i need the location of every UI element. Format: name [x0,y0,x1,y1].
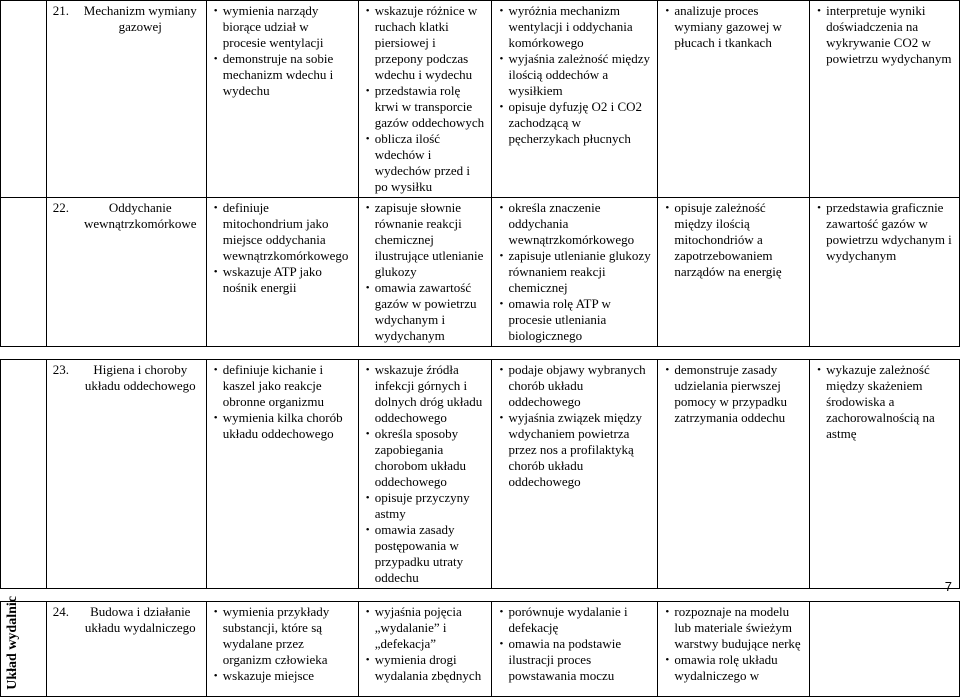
requirement-item: • rozpoznaje na modelu lub materiale świeżym warstwy budujące nerkę [674,604,803,652]
requirement-item: • wskazuje źródła infekcji górnych i dolnych dróg układu oddechowego [375,362,486,426]
topic-cell [46,198,206,347]
lesson-number: 24. [52,604,70,619]
lesson-topic: Budowa i działanie układu wydalniczego [84,604,196,635]
requirements-cell [658,360,810,589]
requirements-list [498,200,651,344]
requirements-cell [810,360,960,589]
requirements-cell [358,1,492,198]
row-spacer [1,347,960,360]
requirements-cell [810,198,960,347]
spacer-cell [1,589,960,602]
lesson-topic: Mechanizm wymiany gazowej [83,3,197,34]
spacer-cell [1,347,960,360]
requirement-item: • wymienia drogi wydalania zbędnych [375,652,486,684]
requirements-list [664,362,803,426]
page-number: 7 [944,579,952,594]
requirements-list [498,3,651,147]
requirements-cell [492,198,658,347]
lesson-number: 22. [52,200,70,215]
requirement-item: • określa znaczenie oddychania wewnątrzkomórkowego [508,200,651,248]
requirements-list [365,604,486,684]
requirements-list [816,200,953,264]
requirement-item: • opisuje dyfuzję O2 i CO2 zachodzącą w pęcherzykach płucnych [508,99,651,147]
requirement-item: • podaje objawy wybranych chorób układu oddechowego [508,362,651,410]
requirements-list [213,3,352,99]
requirement-item: • przedstawia graficznie zawartość gazów w powietrzu wdychanym i wydychanym [826,200,953,264]
requirement-item: • omawia na podstawie ilustracji proces powstawania moczu [508,636,651,684]
requirement-item: • wskazuje różnice w ruchach klatki piersiowej i przepony podczas wdechu i wydechu [375,3,486,83]
requirement-item: • wyjaśnia pojęcia „wydalanie” i „defekacja” [375,604,486,652]
requirement-item: • omawia rolę układu wydalniczego w [674,652,803,684]
requirements-list [816,362,953,442]
requirements-list [213,200,352,296]
requirement-item: • omawia zawartość gazów w powietrzu wdychanym i wydychanym [375,280,486,344]
topic-cell [46,1,206,198]
requirements-cell [810,602,960,697]
side-cell [1,1,47,198]
side-cell [1,198,47,347]
requirement-item: • wyjaśnia związek między wdychaniem powietrza przez nos a profilaktyką chorób układu oddechowego [508,410,651,490]
requirements-list [213,604,352,684]
topic-cell [46,360,206,589]
requirement-item: • wskazuje ATP jako nośnik energii [223,264,352,296]
requirement-item: • porównuje wydalanie i defekację [508,604,651,636]
requirement-item: • określa sposoby zapobiegania chorobom układu oddechowego [375,426,486,490]
requirement-item: • wykazuje zależność między skażeniem środowiska a zachorowalnością na astmę [826,362,953,442]
requirements-cell [358,602,492,697]
requirement-item: • wymienia kilka chorób układu oddechowego [223,410,352,442]
requirements-cell [492,360,658,589]
topic [53,362,200,394]
requirements-list [498,362,651,490]
table-row [1,360,960,589]
requirement-item: • interpretuje wyniki doświadczenia na wykrywanie CO2 w powietrzu wydychanym [826,3,953,67]
requirements-cell [810,1,960,198]
requirement-item: • definiuje kichanie i kaszel jako reakcje obronne organizmu [223,362,352,410]
table-row [1,198,960,347]
topic [53,604,200,636]
requirements-list [213,362,352,442]
requirements-list [365,200,486,344]
requirements-list [365,3,486,195]
requirements-cell [206,198,358,347]
requirements-list [664,3,803,51]
requirements-list [664,604,803,684]
requirements-list [816,3,953,67]
requirement-item: • definiuje mitochondrium jako miejsce oddychania wewnątrzkomórkowego [223,200,352,264]
topic [53,200,200,232]
requirements-cell [206,602,358,697]
lesson-number: 21. [52,3,70,18]
requirement-item: • demonstruje zasady udzielania pierwszej pomocy w przypadku zatrzymania oddechu [674,362,803,426]
requirements-cell [492,1,658,198]
requirement-item: • wyjaśnia zależność między ilością oddechów a wysiłkiem [508,51,651,99]
requirements-cell [206,1,358,198]
requirement-item: • demonstruje na sobie mechanizm wdechu i wydechu [223,51,352,99]
requirements-list [664,200,803,280]
requirement-item: • opisuje przyczyny astmy [375,490,486,522]
requirement-item: • zapisuje słownie równanie reakcji chemicznej ilustrujące utlenianie glukozy [375,200,486,280]
requirement-item: • wymienia narządy biorące udział w procesie wentylacji [223,3,352,51]
lesson-topic: Higiena i choroby układu oddechowego [84,362,196,393]
section-label: Układ wydalnic [5,596,20,690]
requirements-cell [492,602,658,697]
lesson-topic: Oddychanie wewnątrzkomórkowe [83,200,197,231]
requirements-cell [358,360,492,589]
requirement-item: • analizuje proces wymiany gazowej w płucach i tkankach [674,3,803,51]
requirements-cell [658,602,810,697]
requirement-item: • wymienia przykłady substancji, które są wydalane przez organizm człowieka [223,604,352,668]
requirement-item: • opisuje zależność między ilością mitochondriów a zapotrzebowaniem narządów na energię [674,200,803,280]
requirement-item: • zapisuje utlenianie glukozy równaniem reakcji chemicznej [508,248,651,296]
topic [53,3,200,35]
requirements-cell [658,1,810,198]
requirement-item: • przedstawia rolę krwi w transporcie gazów oddechowych [375,83,486,131]
requirement-item: • oblicza ilość wdechów i wydechów przed i po wysiłku [375,131,486,195]
requirements-cell [358,198,492,347]
table-row [1,1,960,198]
lesson-number: 23. [52,362,70,377]
requirement-item: • wyróżnia mechanizm wentylacji i oddychania komórkowego [508,3,651,51]
topic-cell [46,602,206,697]
row-spacer [1,589,960,602]
requirements-list [365,362,486,586]
table-row [1,602,960,697]
requirements-list [498,604,651,684]
requirements-cell [206,360,358,589]
requirement-item: • omawia zasady postępowania w przypadku utraty oddechu [375,522,486,586]
requirements-cell [658,198,810,347]
requirement-item: • omawia rolę ATP w procesie utleniania biologicznego [508,296,651,344]
side-cell [1,596,47,697]
requirement-item: • wskazuje miejsce [223,668,352,684]
side-cell [1,360,47,589]
